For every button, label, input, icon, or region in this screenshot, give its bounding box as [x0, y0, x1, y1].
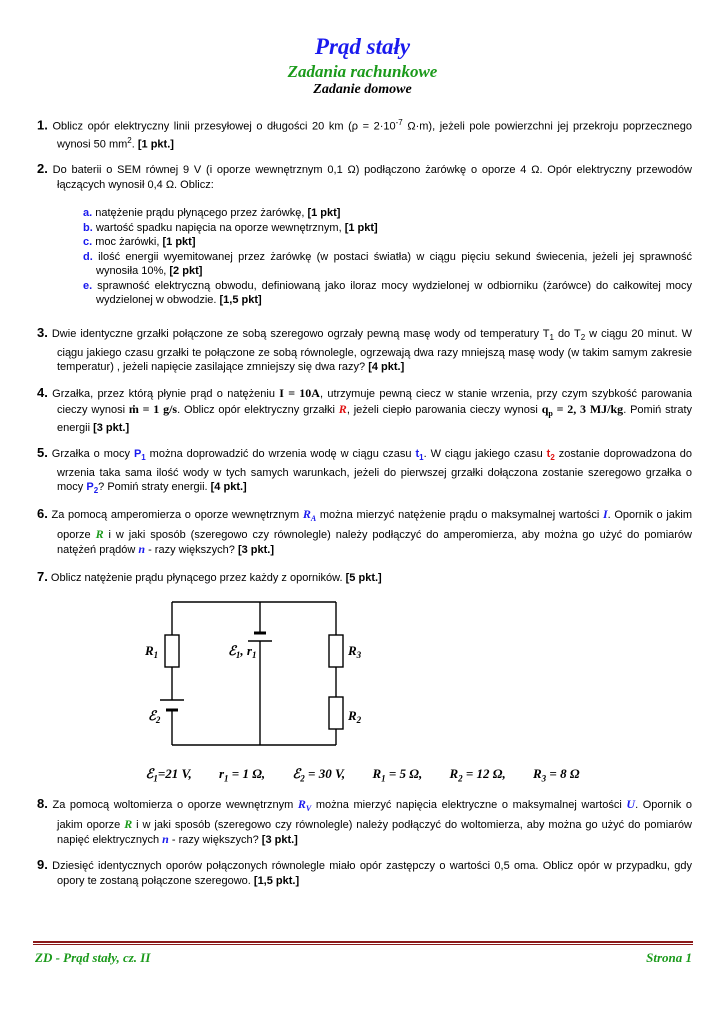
footer-divider: [33, 941, 693, 943]
subtask-d: [50, 250, 692, 279]
task-text: Za pomocą woltomierza o oporze wewnętrznym: [52, 799, 298, 811]
label-e2: ℰ$_2$: [148, 708, 161, 725]
subtask-text: wartość spadku napięcia na oporze wewnętrznym,: [95, 221, 342, 234]
math-rate: ṁ = 1 g/s: [128, 401, 178, 416]
task-number: 7.: [37, 569, 48, 584]
points: [1 pkt]: [162, 236, 196, 248]
math-time: t: [546, 448, 551, 460]
math-resistance: R: [338, 401, 347, 416]
subtask-letter: a.: [83, 207, 93, 219]
resistor-r3: [329, 635, 343, 667]
exponent: 2: [127, 136, 132, 146]
subscript: 2: [93, 486, 99, 496]
footer-title: ZD - Prąd stały, cz. II: [35, 950, 151, 965]
points: [4 pkt.]: [368, 361, 405, 374]
task-number: 8.: [37, 796, 48, 811]
task-number: 5.: [37, 445, 48, 460]
value-r3: $R_3 = 8$ Ω: [533, 766, 580, 784]
task-text: w ciągu 20 minut. W ciągu jakiego czasu grzałki te połączone ze sobą równolegle, ogrzewają dwa razy mniejszą masę wody (w takim samym zakresie temperatur) , jeżeli napięcie zasilające zmniejszy się dwa razy?: [57, 328, 693, 374]
subscript: V: [305, 804, 312, 814]
task-9: [37, 858, 692, 888]
task-text: Grzałka, przez którą płynie prąd o natężeniu: [52, 388, 280, 400]
page-title: Prąd stały: [314, 34, 411, 59]
math-voltage: U: [626, 797, 636, 811]
task-text: do T: [553, 328, 581, 340]
label-r3: $R_3$: [348, 643, 362, 660]
task-text: można mierzyć napięcia elektryczne o maksymalnej wartości: [311, 799, 627, 811]
points: [3 pkt.]: [93, 422, 130, 435]
value-r1: $R_1 = 5$ Ω,: [372, 766, 423, 784]
task-text: Za pomocą amperomierza o oporze wewnętrznym: [51, 509, 303, 521]
subtask-c: [50, 235, 692, 250]
subtask-letter: b.: [83, 221, 93, 234]
value-r1-internal: $r_1 = 1$ Ω,: [218, 766, 266, 784]
value-e2: ℰ$_2$ = 30 V,: [292, 766, 346, 784]
task-text: Oblicz natężenie prądu płynącego przez każdy z oporników.: [50, 572, 343, 584]
footer-divider: [33, 944, 693, 945]
math-current: I = 10A: [279, 386, 320, 400]
subscript: 2: [550, 453, 555, 463]
task-text: . Opornik o jakim oporze: [57, 799, 693, 831]
math-heat: q: [541, 401, 549, 416]
task-text: i w jaki sposób (szeregowo czy równolegle) należy podłączyć do amperomierza, aby można go użyć do pomiarów natężeń prądów: [57, 528, 692, 557]
subscript: 1: [549, 333, 554, 343]
label-r1: $R_1$: [145, 643, 159, 660]
task-text: . Pomiń straty energii: [57, 403, 693, 435]
task-text: ? Pomiń straty energii.: [98, 481, 208, 494]
subtask-text: sprawność elektryczną obwodu, definiowaną jako iloraz mocy wydzielonej w odbiorniku (żarówce) do całkowitej mocy wydzielonej w obwodzie.: [96, 279, 692, 306]
task-number: 1.: [37, 117, 48, 133]
task-number: 4.: [37, 385, 48, 400]
circuit-values: [0, 766, 725, 784]
subtask-a: [50, 206, 692, 221]
task-5: [37, 446, 692, 499]
subtask-e: [50, 279, 692, 308]
points: [1,5 pkt]: [219, 294, 262, 306]
subtask-letter: e.: [83, 279, 93, 292]
math-current: I: [602, 507, 608, 521]
subtask-letter: c.: [83, 236, 93, 248]
task-2: [37, 162, 692, 308]
math-resistance: R: [297, 797, 306, 811]
task-3: [37, 326, 692, 375]
label-e1-r1: ℰ$_1$, $r_1$: [228, 643, 257, 660]
task-text: , utrzymuje pewną ciecz w stanie wrzenia, przy czym szybkość parowania cieczy wynosi: [57, 388, 693, 416]
task-6: [37, 507, 692, 558]
task-text: Dziesięć identycznych oporów połączonych równolegle miało opór zastępczy o wartości 0,5 oma. Oblicz opór w przypadku, gdy opory te zostaną połączone szeregowo.: [52, 860, 693, 887]
task-text: Do baterii o SEM równej 9 V (i oporze wewnętrznym 0,1 Ω) podłączono żarówkę o oporze 4 Ω. Opór elektryczny przewodów łączących wynosił 0,4 Ω. Oblicz:: [52, 164, 692, 191]
task-text: Dwie identyczne grzałki połączone ze sobą szeregowo ogrzały pewną masę wody od temperatury T: [51, 328, 550, 340]
task-8: [37, 797, 692, 848]
task-text: można mierzyć natężenie prądu o maksymalnej wartości: [316, 509, 603, 521]
points: [5 pkt.]: [345, 572, 382, 584]
task-7: [37, 570, 692, 586]
task-text: Ω·m), jeżeli pole powierzchni jej przekroju poprzecznego wynosi 50 mm: [57, 120, 692, 151]
math-resistance: R: [302, 507, 311, 521]
value-r2: $R_2 = 12$ Ω,: [449, 766, 506, 784]
footer-page-number: Strona 1: [646, 950, 692, 965]
task-text: zostanie doprowadzona do wrzenia taka sama ilość wody w tych samych warunkach, jeżeli do pierwszej grzałki dołączona zostanie szeregowo grzałka o mocy: [57, 448, 692, 494]
points: [3 pkt.]: [261, 834, 298, 847]
page-subtitle-homework: Zadanie domowe: [313, 82, 412, 97]
task-text: . Opornik o jakim oporze: [57, 509, 692, 541]
task-text: Oblicz opór elektryczny linii przesyłowej o długości 20 km (ρ = 2·10: [52, 120, 396, 133]
task-text: . W ciągu jakiego czasu: [423, 448, 547, 460]
subscript: 2: [580, 333, 586, 343]
label-r2: $R_2$: [348, 708, 362, 725]
points: [2 pkt]: [169, 265, 203, 277]
points: [3 pkt.]: [237, 544, 275, 557]
task-number: 6.: [37, 506, 48, 521]
circuit-diagram: [140, 597, 390, 757]
subscript: 1: [141, 453, 146, 463]
math-time: t: [415, 448, 420, 460]
exponent: -7: [395, 118, 403, 127]
subtask-text: ilość energii wyemitowanej przez żarówkę (w postaci światła) w ciągu pięciu sekund świecenia, jeżeli jej sprawność wynosiła 10%,: [96, 250, 692, 277]
task-1: [37, 116, 692, 152]
task-text: .: [131, 138, 135, 151]
points: [1 pkt.]: [137, 138, 174, 151]
math-heat-value: = 2, 3 MJ/kg: [552, 401, 624, 416]
task-text: . Oblicz opór elektryczny grzałki: [177, 403, 339, 416]
task-text: i w jaki sposób (szeregowo czy równolegle) należy podłączyć do woltomierza, aby można go użyć do pomiarów napięć elektrycznych: [57, 818, 692, 847]
task-text: można doprowadzić do wrzenia wodę w ciągu czasu: [145, 448, 416, 460]
task-text: - razy większych?: [145, 544, 235, 557]
subscript: p: [548, 408, 553, 418]
task-text: - razy większych?: [168, 834, 259, 847]
math-factor: n: [138, 542, 146, 557]
points: [1 pkt]: [307, 207, 341, 219]
task-number: 2.: [37, 161, 48, 176]
page-subtitle: Zadania rachunkowe: [287, 62, 438, 81]
task-number: 9.: [37, 857, 48, 872]
points: [4 pkt.]: [210, 481, 247, 494]
points: [1,5 pkt.]: [253, 874, 300, 887]
math-power: P: [133, 448, 142, 460]
subtask-letter: d.: [83, 250, 93, 263]
task-text: , jeżeli ciepło parowania cieczy wynosi: [346, 403, 542, 416]
task-4: [37, 386, 692, 436]
resistor-r2: [329, 697, 343, 729]
math-resistance: R: [124, 816, 133, 831]
subtask-text: moc żarówki,: [95, 236, 160, 248]
math-resistance: R: [95, 526, 104, 541]
task-number: 3.: [37, 325, 48, 340]
subtask-b: [50, 221, 692, 236]
subtask-text: natężenie prądu płynącego przez żarówkę,: [95, 207, 305, 219]
math-factor: n: [162, 832, 169, 847]
resistor-r1: [165, 635, 179, 667]
value-e1: ℰ$_1$=21 V,: [145, 766, 192, 784]
subscript: A: [310, 514, 317, 524]
points: [1 pkt]: [344, 221, 378, 234]
task-text: Grzałka o mocy: [51, 448, 134, 460]
math-power: P: [86, 481, 94, 494]
subscript: 1: [419, 453, 424, 463]
